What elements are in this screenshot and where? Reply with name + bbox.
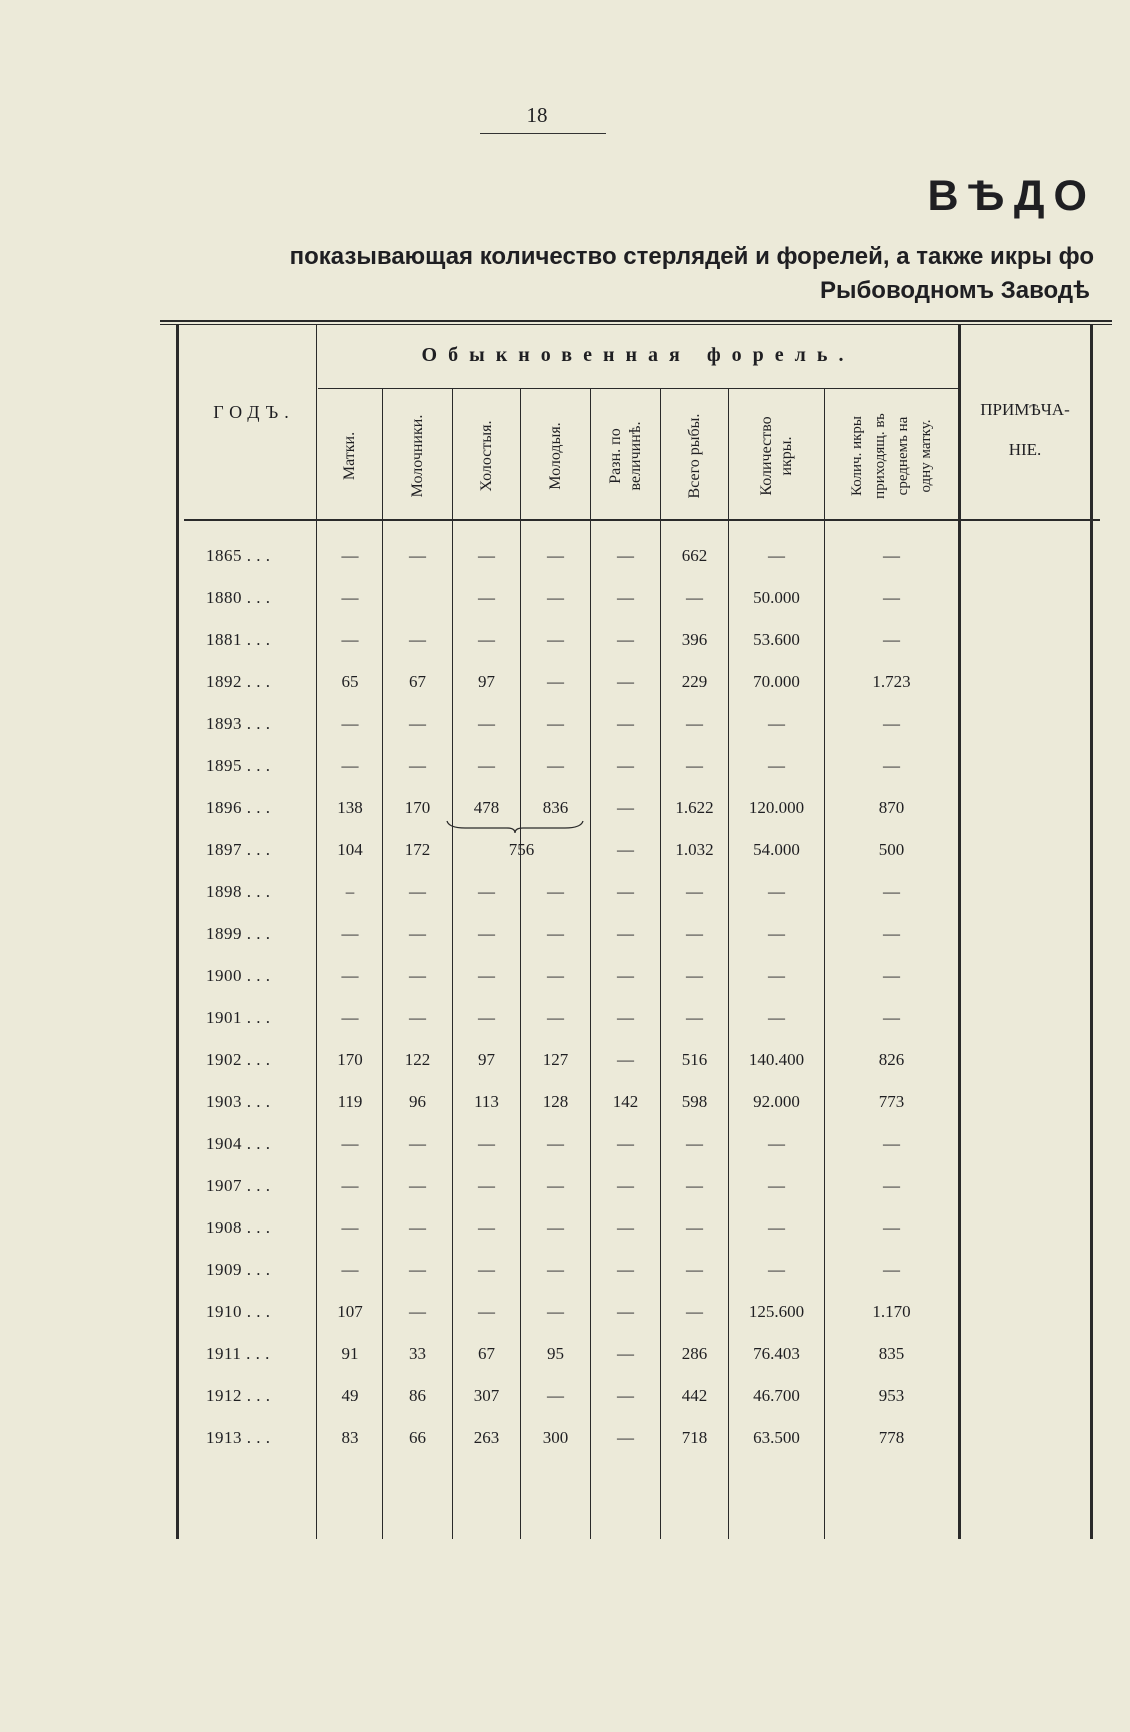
value-cell: — <box>409 756 426 775</box>
value-cell: — <box>547 1008 564 1027</box>
value-cell: — <box>547 924 564 943</box>
value-cell: — <box>883 630 900 649</box>
value-cell: 300 <box>542 1428 569 1447</box>
page-number-rule <box>480 133 606 134</box>
value-cell: — <box>409 1176 426 1195</box>
value-cell: — <box>547 1176 564 1195</box>
value-cell: — <box>768 882 785 901</box>
value-cell: — <box>341 546 359 565</box>
value-cell: — <box>478 966 495 985</box>
value-cell: 104 <box>337 840 363 859</box>
column-header-young <box>521 392 590 520</box>
value-cell: — <box>409 882 426 901</box>
value-cell: 119 <box>337 1092 363 1111</box>
value-cell: 50.000 <box>753 588 800 607</box>
table-top-rule <box>160 320 1112 322</box>
year-cell: 1900 . . . <box>206 966 271 985</box>
column-header-roe-per-mother-text: Колич. икры приходящ. въ среднемъ на одну матку. <box>848 413 934 499</box>
value-cell: 170 <box>337 1050 363 1069</box>
value-cell: 307 <box>473 1386 500 1405</box>
value-cell: — <box>686 924 703 943</box>
value-cell: — <box>547 966 564 985</box>
column-header-barren-text: Холостыя. <box>477 420 495 492</box>
page-number: 18 <box>526 103 548 127</box>
value-cell <box>521 829 590 871</box>
value-cell: — <box>547 1302 564 1321</box>
value-cell: — <box>409 1008 426 1027</box>
table-row <box>0 1039 1130 1081</box>
value-cell: 170 <box>404 798 431 817</box>
value-cell: — <box>478 1176 495 1195</box>
value-cell: — <box>409 1134 426 1153</box>
value-cell: 1.032 <box>675 840 714 859</box>
value-cell: — <box>547 882 564 901</box>
value-cell: 128 <box>542 1092 569 1111</box>
value-cell: — <box>768 1134 785 1153</box>
value-cell: — <box>547 1260 564 1279</box>
column-header-roe-per-mother <box>825 392 958 520</box>
value-cell: — <box>686 1260 703 1279</box>
value-cell: 66 <box>409 1428 426 1447</box>
value-cell: — <box>547 1386 564 1405</box>
value-cell: 76.403 <box>753 1344 800 1363</box>
value-cell: — <box>478 924 495 943</box>
value-cell: — <box>547 756 564 775</box>
value-cell: 1.622 <box>675 798 714 817</box>
table-row <box>0 1375 1130 1417</box>
value-cell: — <box>617 588 634 607</box>
value-cell: — <box>617 1050 634 1069</box>
value-cell: — <box>686 756 703 775</box>
value-cell: 65 <box>341 672 359 691</box>
value-cell: — <box>478 630 495 649</box>
value-cell: — <box>547 1134 564 1153</box>
value-cell: — <box>686 1218 703 1237</box>
value-cell: — <box>617 1218 634 1237</box>
year-cell: 1907 . . . <box>206 1176 271 1195</box>
year-cell: 1903 . . . <box>206 1092 271 1111</box>
value-cell: 478 <box>473 798 500 817</box>
value-cell: 953 <box>878 1386 905 1405</box>
year-cell: 1896 . . . <box>206 798 271 817</box>
value-cell: — <box>768 1218 785 1237</box>
value-cell: — <box>547 588 564 607</box>
trout-group-header: Обыкновенная форель. <box>421 344 855 366</box>
value-cell: — <box>617 924 634 943</box>
value-cell: — <box>686 1176 703 1195</box>
value-cell: — <box>883 714 900 733</box>
value-cell: — <box>617 840 634 859</box>
value-cell: — <box>341 756 359 775</box>
value-cell: — <box>478 714 495 733</box>
year-cell: 1909 . . . <box>206 1260 271 1279</box>
year-cell: 1881 . . . <box>206 630 271 649</box>
table-row <box>0 1165 1130 1207</box>
table-row <box>0 1249 1130 1291</box>
table-row <box>0 871 1130 913</box>
year-cell: 1901 . . . <box>206 1008 271 1027</box>
value-cell: 53.600 <box>753 630 800 649</box>
value-cell: 113 <box>474 1092 499 1111</box>
value-cell: 33 <box>409 1344 426 1363</box>
value-cell: 142 <box>612 1092 639 1111</box>
value-cell: — <box>883 1218 900 1237</box>
value-cell: — <box>883 924 900 943</box>
column-header-young-text: Молодыя. <box>546 422 564 490</box>
column-header-various-size-text: Разн. по величинѣ. <box>606 421 644 491</box>
value-cell: 96 <box>409 1092 426 1111</box>
column-header-mothers-text: Матки. <box>341 431 358 481</box>
year-cell: 1910 . . . <box>206 1302 271 1321</box>
value-cell: 107 <box>337 1302 363 1321</box>
value-cell: — <box>768 546 785 565</box>
column-header-milters <box>383 392 452 520</box>
value-cell: — <box>883 966 900 985</box>
value-cell: 826 <box>878 1050 905 1069</box>
value-cell: 49 <box>341 1386 359 1405</box>
value-cell: 70.000 <box>753 672 800 691</box>
year-cell: 1899 . . . <box>206 924 271 943</box>
value-cell: — <box>883 1260 900 1279</box>
group-header-rule <box>318 388 958 389</box>
document-subtitle-line-1: показывающая количество стерлядей и форелей, а также икры фо <box>289 243 1094 270</box>
value-cell: — <box>478 1218 495 1237</box>
table-row <box>0 1123 1130 1165</box>
value-cell: 95 <box>547 1344 564 1363</box>
year-cell: 1904 . . . <box>206 1134 271 1153</box>
table-row <box>0 955 1130 997</box>
value-cell: 83 <box>341 1428 359 1447</box>
table-row <box>0 1081 1130 1123</box>
value-cell: — <box>617 714 634 733</box>
value-cell: 54.000 <box>753 840 800 859</box>
value-cell: 1.723 <box>872 672 911 691</box>
value-cell: 870 <box>878 798 905 817</box>
year-cell: 1912 . . . <box>206 1386 271 1405</box>
value-cell: 67 <box>409 672 426 691</box>
value-cell: 46.700 <box>753 1386 800 1405</box>
table-row <box>0 1417 1130 1459</box>
value-cell: — <box>617 1008 634 1027</box>
value-cell: 97 <box>478 672 495 691</box>
value-cell: — <box>409 1260 426 1279</box>
value-cell: — <box>883 546 900 565</box>
value-cell: — <box>617 1176 634 1195</box>
table-row <box>0 829 1130 871</box>
table-row <box>0 913 1130 955</box>
value-cell: 756 <box>508 840 535 859</box>
value-cell: — <box>478 546 495 565</box>
value-cell: — <box>686 966 703 985</box>
column-header-total-fish <box>661 392 728 520</box>
value-cell: — <box>883 1176 900 1195</box>
table-row <box>0 1207 1130 1249</box>
value-cell: — <box>341 1008 359 1027</box>
value-cell: 63.500 <box>753 1428 800 1447</box>
value-cell: — <box>478 588 495 607</box>
value-cell: 172 <box>404 840 431 859</box>
document-subtitle-line-2: Рыбоводномъ Заводѣ <box>819 277 1090 304</box>
table-row <box>0 1291 1130 1333</box>
value-cell: — <box>409 714 426 733</box>
year-cell: 1908 . . . <box>206 1218 271 1237</box>
value-cell: — <box>768 966 785 985</box>
year-cell: 1913 . . . <box>206 1428 271 1447</box>
value-cell: — <box>883 882 900 901</box>
value-cell: — <box>768 1008 785 1027</box>
value-cell: — <box>547 630 564 649</box>
value-cell: – <box>345 882 355 901</box>
value-cell: — <box>341 966 359 985</box>
value-cell: 836 <box>542 798 569 817</box>
value-cell: 138 <box>337 798 363 817</box>
column-header-various-size <box>591 392 660 520</box>
value-cell: 67 <box>478 1344 495 1363</box>
value-cell: — <box>341 924 359 943</box>
column-header-roe-amount-text: Количество икры. <box>757 416 795 496</box>
value-cell: 773 <box>878 1092 905 1111</box>
value-cell: — <box>617 630 634 649</box>
value-cell: — <box>768 756 785 775</box>
value-cell: — <box>883 1134 900 1153</box>
value-cell: — <box>617 672 634 691</box>
value-cell: — <box>768 1260 785 1279</box>
value-cell: 778 <box>878 1428 905 1447</box>
value-cell: — <box>617 1302 634 1321</box>
value-cell: 516 <box>681 1050 708 1069</box>
value-cell: — <box>409 630 426 649</box>
value-cell: — <box>768 1176 785 1195</box>
year-cell: 1893 . . . <box>206 714 271 733</box>
value-cell: 598 <box>681 1092 708 1111</box>
value-cell: — <box>341 714 359 733</box>
notes-column-header-text: ПРИМѢЧА- НІЕ. <box>980 400 1070 459</box>
value-cell: — <box>617 882 634 901</box>
year-cell: 1892 . . . <box>206 672 271 691</box>
value-cell: — <box>547 1218 564 1237</box>
value-cell: — <box>617 1260 634 1279</box>
value-cell: — <box>617 1386 634 1405</box>
value-cell: 127 <box>542 1050 569 1069</box>
value-cell: 835 <box>878 1344 905 1363</box>
value-cell: — <box>341 588 359 607</box>
column-header-barren <box>453 392 520 520</box>
value-cell: — <box>478 1134 495 1153</box>
value-cell: — <box>883 756 900 775</box>
value-cell: — <box>686 882 703 901</box>
value-cell: — <box>617 1134 634 1153</box>
value-cell: — <box>409 1218 426 1237</box>
value-cell: — <box>686 714 703 733</box>
notes-column-header <box>962 390 1088 470</box>
value-cell: — <box>617 966 634 985</box>
value-cell: 125.600 <box>748 1302 805 1321</box>
table-row <box>0 703 1130 745</box>
table-row <box>0 535 1130 577</box>
value-cell: — <box>686 588 703 607</box>
value-cell: 122 <box>404 1050 431 1069</box>
table-row <box>0 745 1130 787</box>
column-header-milters-text: Молочники. <box>408 414 426 498</box>
value-cell: 120.000 <box>748 798 805 817</box>
value-cell: — <box>409 966 426 985</box>
year-cell: 1911 . . . <box>206 1344 270 1363</box>
value-cell: — <box>547 714 564 733</box>
year-cell: 1902 . . . <box>206 1050 271 1069</box>
value-cell: — <box>478 882 495 901</box>
value-cell: 229 <box>681 672 708 691</box>
year-cell: 1897 . . . <box>206 840 271 859</box>
value-cell: 718 <box>681 1428 708 1447</box>
value-cell: 286 <box>681 1344 708 1363</box>
value-cell: — <box>341 1218 359 1237</box>
value-cell: 97 <box>478 1050 495 1069</box>
value-cell: — <box>478 1302 495 1321</box>
value-cell: — <box>617 1428 634 1447</box>
year-cell: 1880 . . . <box>206 588 271 607</box>
value-cell: — <box>341 630 359 649</box>
column-header-mothers <box>318 392 382 520</box>
column-header-total-fish-text: Всего рыбы. <box>685 413 703 499</box>
value-cell: — <box>341 1260 359 1279</box>
value-cell: — <box>341 1176 359 1195</box>
value-cell: — <box>617 798 634 817</box>
value-cell: 86 <box>409 1386 426 1405</box>
value-cell: — <box>409 546 426 565</box>
value-cell: — <box>478 1008 495 1027</box>
value-cell: — <box>341 1134 359 1153</box>
value-cell: — <box>409 924 426 943</box>
table-row <box>0 577 1130 619</box>
value-cell: 91 <box>341 1344 359 1363</box>
table-row <box>0 1333 1130 1375</box>
value-cell: — <box>478 756 495 775</box>
value-cell: — <box>883 1008 900 1027</box>
value-cell: — <box>617 756 634 775</box>
value-cell: — <box>617 546 634 565</box>
value-cell: 140.400 <box>748 1050 805 1069</box>
column-header-roe-amount <box>729 392 824 520</box>
value-cell: — <box>686 1134 703 1153</box>
value-cell: — <box>547 546 564 565</box>
value-cell: — <box>547 672 564 691</box>
value-cell: — <box>883 588 900 607</box>
value-cell: 662 <box>681 546 708 565</box>
value-cell: — <box>478 1260 495 1279</box>
value-cell: — <box>409 1302 426 1321</box>
value-cell: — <box>686 1008 703 1027</box>
value-cell: — <box>768 924 785 943</box>
table-row <box>0 787 1130 829</box>
value-cell: — <box>686 1302 703 1321</box>
table-row <box>0 619 1130 661</box>
year-cell: 1898 . . . <box>206 882 271 901</box>
table-row <box>0 661 1130 703</box>
value-cell: 500 <box>878 840 905 859</box>
value-cell: 263 <box>473 1428 500 1447</box>
value-cell: — <box>617 1344 634 1363</box>
table-top-rule-secondary <box>160 324 1112 325</box>
value-cell: 92.000 <box>753 1092 800 1111</box>
year-cell: 1895 . . . <box>206 756 271 775</box>
value-cell: 442 <box>681 1386 708 1405</box>
year-cell: 1865 . . . <box>206 546 271 565</box>
value-cell: 1.170 <box>872 1302 911 1321</box>
value-cell: — <box>768 714 785 733</box>
value-cell: 396 <box>681 630 708 649</box>
value-cell <box>383 577 452 619</box>
year-column-header: ГОДЪ. <box>213 402 295 422</box>
table-row <box>0 997 1130 1039</box>
document-title: ВѢДО <box>927 172 1096 220</box>
